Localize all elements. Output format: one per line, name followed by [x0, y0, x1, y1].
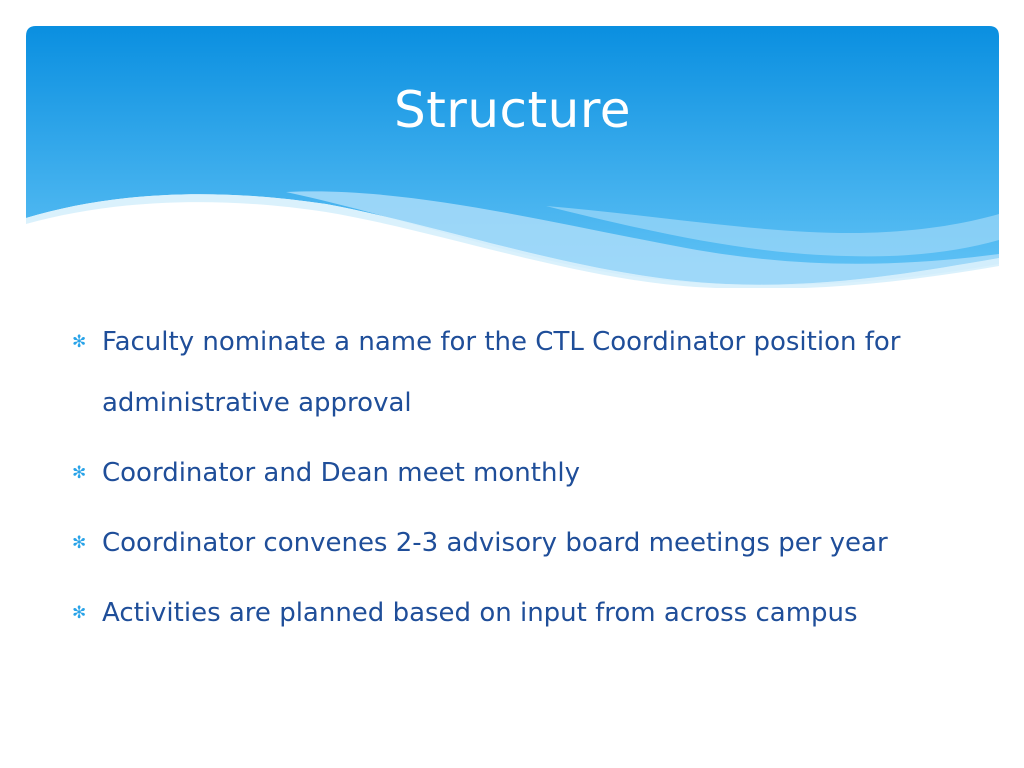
bullet-text: Coordinator and Dean meet monthly — [102, 458, 581, 488]
bullet-text: Activities are planned based on input from across campus — [102, 598, 858, 628]
wave-banner-graphic — [26, 26, 999, 288]
list-item — [72, 513, 972, 574]
asterisk-bullet-icon: ✻ — [72, 533, 87, 553]
bullet-text: Faculty nominate a name for the CTL Coordinator position for administrative approval — [102, 327, 901, 418]
asterisk-bullet-icon: ✻ — [72, 332, 87, 352]
list-item — [72, 583, 972, 644]
bullet-text: Coordinator convenes 2-3 advisory board meetings per year — [102, 528, 888, 558]
slide-title: Structure — [393, 81, 632, 139]
list-item — [72, 312, 972, 434]
asterisk-bullet-icon: ✻ — [72, 463, 87, 483]
bullet-list — [72, 312, 972, 653]
list-item — [72, 443, 972, 504]
title-banner — [26, 26, 999, 288]
asterisk-bullet-icon: ✻ — [72, 603, 87, 623]
